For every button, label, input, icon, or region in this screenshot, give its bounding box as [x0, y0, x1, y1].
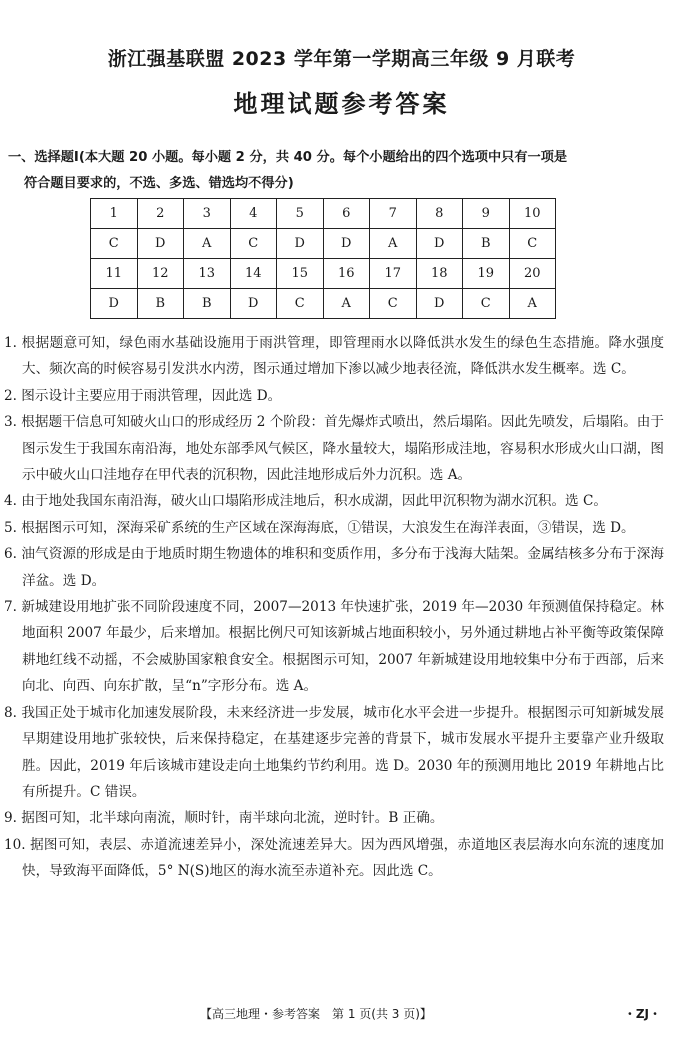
answer-cell: D	[230, 289, 277, 319]
question-number: 7	[370, 199, 417, 229]
answer-cell: C	[91, 229, 138, 259]
answer-cell: C	[230, 229, 277, 259]
question-number: 3	[184, 199, 231, 229]
table-row-answers-1	[91, 229, 556, 259]
question-number: 16	[323, 259, 370, 289]
explanation-item: 7. 新城建设用地扩张不同阶段速度不同，2007—2013 年快速扩张，2019 年—2030 年预测值保持稳定。林地面积 2007 年最少，后来增加。根据比例尺可知该新城占地面积较小，另外通过耕地占补平衡等政策保障耕地红线不动摇，不会威胁国家粮食安全。根据图示可知，2007 年新城建设用地较集中分布于西部，后来向北、向西、向东扩散，呈“n”字形分布。选 A。	[4, 599, 664, 695]
question-number: 2	[137, 199, 184, 229]
explanation-item: 1. 根据题意可知，绿色雨水基础设施用于雨洪管理，即管理雨水以降低洪水发生的绿色生态措施。降水强度大、频次高的时候容易引发洪水内涝，图示通过增加下渗以减少地表径流，降低洪水发生概率。选 C。	[4, 335, 664, 378]
explanation-item: 2. 图示设计主要应用于雨洪管理，因此选 D。	[4, 387, 282, 404]
answer-cell: A	[509, 289, 556, 319]
explanation-list	[4, 330, 664, 885]
question-number: 18	[416, 259, 463, 289]
question-number: 14	[230, 259, 277, 289]
question-number: 10	[509, 199, 556, 229]
question-number: 20	[509, 259, 556, 289]
answer-cell: C	[277, 289, 324, 319]
question-number: 13	[184, 259, 231, 289]
page-footer: 【高三地理・参考答案 第 1 页(共 3 页)】	[200, 1007, 432, 1021]
answer-cell: C	[509, 229, 556, 259]
question-number: 15	[277, 259, 324, 289]
question-number: 1	[91, 199, 138, 229]
answer-cell: D	[277, 229, 324, 259]
table-row-answers-2	[91, 289, 556, 319]
section-heading	[8, 145, 668, 197]
document-subtitle: 地理试题参考答案	[233, 90, 450, 118]
answer-cell: B	[137, 289, 184, 319]
answer-cell: C	[370, 289, 417, 319]
table-row-numbers-1	[91, 199, 556, 229]
exam-title: 浙江强基联盟 2023 学年第一学期高三年级 9 月联考	[107, 48, 576, 70]
answer-cell: D	[416, 289, 463, 319]
question-number: 17	[370, 259, 417, 289]
answer-cell: A	[184, 229, 231, 259]
question-number: 9	[463, 199, 510, 229]
question-number: 12	[137, 259, 184, 289]
question-number: 19	[463, 259, 510, 289]
explanation-item: 5. 根据图示可知，深海采矿系统的生产区域在深海海底，①错误，大浪发生在海洋表面，③错误，选 D。	[4, 519, 635, 536]
answer-cell: B	[463, 229, 510, 259]
question-number: 8	[416, 199, 463, 229]
explanation-item: 10. 据图可知，表层、赤道流速差异小，深处流速差异大。因为西风增强，赤道地区表层海水向东流的速度加快，导致海平面降低，5° N(S)地区的海水流至赤道补充。因此选 C。	[4, 836, 664, 880]
explanation-item: 8. 我国正处于城市化加速发展阶段，未来经济进一步发展，城市化水平会进一步提升。根据图示可知新城发展早期建设用地扩张较快，后来保持稳定，在基建逐步完善的背景下，城市发展水平提升主要靠产业升级取胜。因此，2019 年后该城市建设走向土地集约节约利用。选 D。2030 年的预测用地比 2019 年耕地占比有所提升。C 错误。	[4, 704, 664, 800]
question-number: 11	[91, 259, 138, 289]
section-heading-line2: 符合题目要求的，不选、多选、错选均不得分)	[24, 176, 294, 191]
explanation-item: 9. 据图可知，北半球向南流，顺时针，南半球向北流，逆时针。B 正确。	[4, 810, 444, 827]
answer-cell: D	[416, 229, 463, 259]
question-number: 6	[323, 199, 370, 229]
question-number: 4	[230, 199, 277, 229]
answer-cell: B	[184, 289, 231, 319]
answer-table	[90, 198, 556, 319]
question-number: 5	[277, 199, 324, 229]
explanation-item: 4. 由于地处我国东南沿海，破火山口塌陷形成洼地后，积水成湖，因此甲沉积物为湖水沉积。选 C。	[4, 493, 607, 510]
explanation-item: 3. 根据题干信息可知破火山口的形成经历 2 个阶段：首先爆炸式喷出，然后塌陷。因此先喷发，后塌陷。由于图示发生于我国东南沿海，地处东部季风气候区，降水量较大，塌陷形成洼地，容易积水形成火山口湖，图示中破火山口洼地存在甲代表的沉积物，因此洼地形成后外力沉积。选 A。	[4, 414, 664, 484]
answer-cell: A	[370, 229, 417, 259]
explanation-item: 6. 油气资源的形成是由于地质时期生物遗体的堆积和变质作用，多分布于浅海大陆架。金属结核多分布于深海洋盆。选 D。	[4, 546, 664, 589]
section-heading-line1: 一、选择题Ⅰ(本大题 20 小题。每小题 2 分，共 40 分。每个小题给出的四个选项中只有一项是	[8, 150, 568, 165]
table-row-numbers-2	[91, 259, 556, 289]
answer-cell: D	[91, 289, 138, 319]
footer-mark: ・ZJ・	[623, 1007, 661, 1021]
answer-cell: A	[323, 289, 370, 319]
answer-cell: D	[323, 229, 370, 259]
answer-cell: D	[137, 229, 184, 259]
answer-cell: C	[463, 289, 510, 319]
